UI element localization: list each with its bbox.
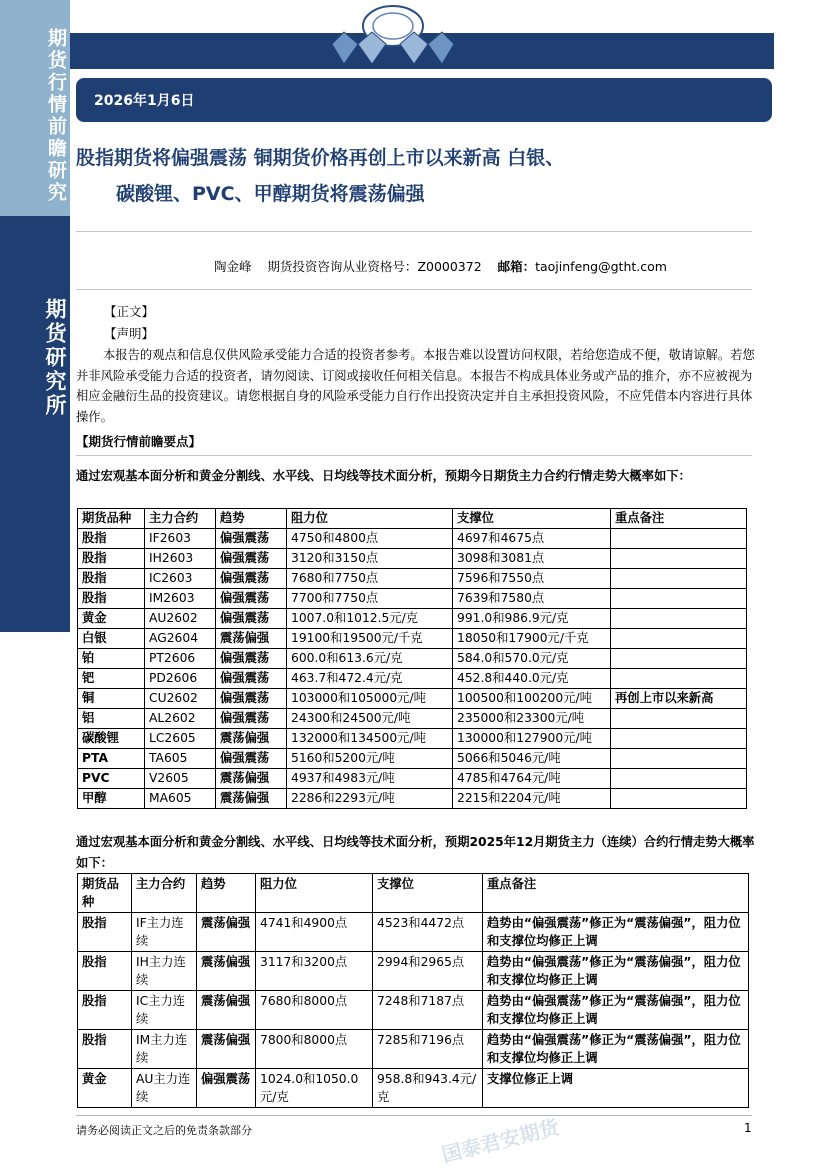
sidebar-top-text: 期货行情前瞻研究 <box>45 28 67 204</box>
table-cell: 7800和8000点 <box>256 1030 373 1069</box>
sidebar-bottom-text: 期货研究所 <box>43 298 67 418</box>
table-cell: IC主力连续 <box>132 991 197 1030</box>
table-header: 重点备注 <box>611 509 747 529</box>
table-cell <box>611 589 747 609</box>
table-cell: 震荡偏强 <box>197 1030 256 1069</box>
table-row <box>78 529 747 549</box>
table-row <box>78 729 747 749</box>
table-header: 支撑位 <box>453 509 611 529</box>
table-cell: 偏强震荡 <box>216 609 287 629</box>
table-cell: 趋势由“偏强震荡”修正为“震荡偏强”，阻力位和支撑位均修正上调 <box>483 1030 749 1069</box>
table-cell: IM主力连续 <box>132 1030 197 1069</box>
daily-forecast-table <box>77 508 747 809</box>
table-header: 阻力位 <box>256 874 373 913</box>
table-cell: 支撑位修正上调 <box>483 1069 749 1108</box>
table-row <box>78 991 749 1030</box>
table-cell <box>611 529 747 549</box>
table-cell: 震荡偏强 <box>216 629 287 649</box>
table-row <box>78 952 749 991</box>
cert-label: 期货投资咨询从业资格号： <box>267 259 418 274</box>
table-cell: MA605 <box>145 789 216 809</box>
table-cell: 600.0和613.6元/克 <box>287 649 453 669</box>
table-row <box>78 549 747 569</box>
table-cell: 偏强震荡 <box>197 1069 256 1108</box>
table-cell: 震荡偏强 <box>216 729 287 749</box>
table-row <box>78 1030 749 1069</box>
footer-divider <box>76 1115 752 1116</box>
table-cell: LC2605 <box>145 729 216 749</box>
table-cell: 3120和3150点 <box>287 549 453 569</box>
table-cell: 股指 <box>78 913 132 952</box>
table-cell <box>611 729 747 749</box>
table-cell: 偏强震荡 <box>216 749 287 769</box>
statement-paragraph: 本报告的观点和信息仅供风险承受能力合适的投资者参考。本报告难以设置访问权限，若给您造成不便，敬请谅解。若您并非风险承受能力合适的投资者，请勿阅读、订阅或接收任何相关信息。本报告不构成具体业务或产品的推介，亦不应被视为相应金融衍生品的投资建议。请您根据自身的风险承受能力自行作出投资决定并自主承担投资风险，不应凭借本内容进行具体操作。 <box>76 348 755 424</box>
table-cell: 1007.0和1012.5元/克 <box>287 609 453 629</box>
table-cell: TA605 <box>145 749 216 769</box>
table-cell: 100500和100200元/吨 <box>453 689 611 709</box>
table-header: 主力合约 <box>145 509 216 529</box>
table-cell: 4523和4472点 <box>373 913 483 952</box>
table-header-row <box>78 874 749 913</box>
table-cell: AL2602 <box>145 709 216 729</box>
table-cell: 甲醇 <box>78 789 145 809</box>
table-cell: 偏强震荡 <box>216 529 287 549</box>
table-header-row <box>78 509 747 529</box>
table-cell: 股指 <box>78 991 132 1030</box>
table-cell: 震荡偏强 <box>216 789 287 809</box>
table-cell: 132000和134500元/吨 <box>287 729 453 749</box>
table-cell: 趋势由“偏强震荡”修正为“震荡偏强”，阻力位和支撑位均修正上调 <box>483 952 749 991</box>
table-row <box>78 749 747 769</box>
table-cell: PVC <box>78 769 145 789</box>
table-header: 阻力位 <box>287 509 453 529</box>
intro-daily: 通过宏观基本面分析和黄金分割线、水平线、日均线等技术面分析，预期今日期货主力合约行情走势大概率如下： <box>76 469 691 483</box>
table-cell: 2994和2965点 <box>373 952 483 991</box>
footer-disclaimer[interactable]: 请务必阅读正文之后的免责条款部分 <box>76 1124 252 1137</box>
tag-statement: 【声明】 <box>104 326 155 341</box>
table-cell: 103000和105000元/吨 <box>287 689 453 709</box>
table-header: 趋势 <box>197 874 256 913</box>
table-cell: 7248和7187点 <box>373 991 483 1030</box>
section-heading: 【期货行情前瞻要点】 <box>76 434 202 449</box>
table-cell: 18050和17900元/千克 <box>453 629 611 649</box>
table-cell: 4697和4675点 <box>453 529 611 549</box>
table-cell: 5160和5200元/吨 <box>287 749 453 769</box>
table-cell <box>611 749 747 769</box>
table-row <box>78 609 747 629</box>
title-line-1: 股指期货将偏强震荡 铜期货价格再创上市以来新高 白银、 <box>76 147 565 169</box>
table-cell: 趋势由“偏强震荡”修正为“震荡偏强”，阻力位和支撑位均修正上调 <box>483 913 749 952</box>
table-cell: IH主力连续 <box>132 952 197 991</box>
table-cell: 958.8和943.4元/克 <box>373 1069 483 1108</box>
table-row <box>78 649 747 669</box>
table-cell: 偏强震荡 <box>216 589 287 609</box>
table-cell <box>611 549 747 569</box>
table-cell: 130000和127900元/吨 <box>453 729 611 749</box>
table-cell: 再创上市以来新高 <box>611 689 747 709</box>
table-cell: PT2606 <box>145 649 216 669</box>
table-cell: 偏强震荡 <box>216 689 287 709</box>
table-cell: IF2603 <box>145 529 216 549</box>
table-cell <box>611 569 747 589</box>
table-cell: 震荡偏强 <box>216 769 287 789</box>
table-cell: 7680和8000点 <box>256 991 373 1030</box>
table-cell: 452.8和440.0元/克 <box>453 669 611 689</box>
table-header: 趋势 <box>216 509 287 529</box>
table-cell: 4937和4983元/吨 <box>287 769 453 789</box>
date-banner <box>76 78 772 122</box>
table-cell: 5066和5046元/吨 <box>453 749 611 769</box>
table-cell <box>611 769 747 789</box>
author-email[interactable]: taojinfeng@gtht.com <box>535 259 667 274</box>
table-cell: 4750和4800点 <box>287 529 453 549</box>
divider <box>76 289 752 290</box>
table-cell: 19100和19500元/千克 <box>287 629 453 649</box>
table-cell: 股指 <box>78 1030 132 1069</box>
table-cell: 7639和7580点 <box>453 589 611 609</box>
table-header: 重点备注 <box>483 874 749 913</box>
table-cell: 4741和4900点 <box>256 913 373 952</box>
report-date: 2026年1月6日 <box>94 93 195 109</box>
table-cell <box>611 629 747 649</box>
table-cell: AG2604 <box>145 629 216 649</box>
table-cell: 股指 <box>78 529 145 549</box>
table-row <box>78 689 747 709</box>
monthly-forecast-table <box>77 873 749 1108</box>
table-header: 支撑位 <box>373 874 483 913</box>
tag-main: 【正文】 <box>104 304 155 319</box>
divider <box>76 455 752 456</box>
table-cell: 991.0和986.9元/克 <box>453 609 611 629</box>
cert-number: Z0000372 <box>417 259 482 274</box>
page-number: 1 <box>744 1121 752 1135</box>
table-row <box>78 709 747 729</box>
table-cell: 黄金 <box>78 609 145 629</box>
table-cell: 碳酸锂 <box>78 729 145 749</box>
table-row <box>78 589 747 609</box>
table-cell: 黄金 <box>78 1069 132 1108</box>
table-cell: 7596和7550点 <box>453 569 611 589</box>
table-cell: 7285和7196点 <box>373 1030 483 1069</box>
divider <box>76 231 752 232</box>
sidebar-bottom <box>0 216 70 632</box>
table-cell: 偏强震荡 <box>216 709 287 729</box>
table-cell: 铂 <box>78 649 145 669</box>
table-cell: 震荡偏强 <box>197 913 256 952</box>
table-cell: 235000和23300元/吨 <box>453 709 611 729</box>
table-row <box>78 913 749 952</box>
table-cell: 偏强震荡 <box>216 549 287 569</box>
table-cell: 钯 <box>78 669 145 689</box>
table-cell: 震荡偏强 <box>197 991 256 1030</box>
table-cell: 股指 <box>78 569 145 589</box>
table-cell: 趋势由“偏强震荡”修正为“震荡偏强”，阻力位和支撑位均修正上调 <box>483 991 749 1030</box>
table-row <box>78 569 747 589</box>
email-label: 邮箱： <box>497 259 536 274</box>
table-cell: 股指 <box>78 952 132 991</box>
table-cell: IC2603 <box>145 569 216 589</box>
table-row <box>78 769 747 789</box>
table-cell <box>611 649 747 669</box>
table-header: 主力合约 <box>132 874 197 913</box>
table-cell: 3117和3200点 <box>256 952 373 991</box>
table-cell: 1024.0和1050.0元/克 <box>256 1069 373 1108</box>
table-cell <box>611 669 747 689</box>
table-cell: 偏强震荡 <box>216 569 287 589</box>
table-cell: 震荡偏强 <box>197 952 256 991</box>
table-cell: V2605 <box>145 769 216 789</box>
table-cell: 7680和7750点 <box>287 569 453 589</box>
table-cell: CU2602 <box>145 689 216 709</box>
table-cell: 股指 <box>78 589 145 609</box>
sidebar-top <box>0 0 70 216</box>
table-cell: IF主力连续 <box>132 913 197 952</box>
table-cell: 3098和3081点 <box>453 549 611 569</box>
table-row <box>78 789 747 809</box>
diamond-logo-icon <box>322 4 464 68</box>
watermark: 国泰君安期货 <box>439 1114 562 1168</box>
table-cell <box>611 609 747 629</box>
table-cell: 2215和2204元/吨 <box>453 789 611 809</box>
table-row <box>78 1069 749 1108</box>
table-cell: IH2603 <box>145 549 216 569</box>
table-cell: 463.7和472.4元/克 <box>287 669 453 689</box>
table-cell <box>611 789 747 809</box>
page-title <box>76 140 766 212</box>
table-cell: 股指 <box>78 549 145 569</box>
table-cell: AU主力连续 <box>132 1069 197 1108</box>
author-line <box>214 257 667 275</box>
table-cell: 4785和4764元/吨 <box>453 769 611 789</box>
table-header: 期货品种 <box>78 509 145 529</box>
table-cell: 2286和2293元/吨 <box>287 789 453 809</box>
table-row <box>78 629 747 649</box>
intro-monthly: 通过宏观基本面分析和黄金分割线、水平线、日均线等技术面分析，预期2025年12月期货主力（连续）合约行情走势大概率如下： <box>76 835 755 870</box>
table-cell: PTA <box>78 749 145 769</box>
table-cell: AU2602 <box>145 609 216 629</box>
table-cell: 584.0和570.0元/克 <box>453 649 611 669</box>
table-header: 期货品种 <box>78 874 132 913</box>
author-name: 陶金峰 <box>214 259 252 274</box>
table-cell: 24300和24500元/吨 <box>287 709 453 729</box>
table-cell <box>611 709 747 729</box>
table-cell: 铜 <box>78 689 145 709</box>
table-cell: IM2603 <box>145 589 216 609</box>
table-cell: PD2606 <box>145 669 216 689</box>
title-line-2: 碳酸锂、PVC、甲醇期货将震荡偏强 <box>116 183 425 205</box>
table-cell: 7700和7750点 <box>287 589 453 609</box>
table-row <box>78 669 747 689</box>
table-cell: 铝 <box>78 709 145 729</box>
table-cell: 偏强震荡 <box>216 649 287 669</box>
table-cell: 偏强震荡 <box>216 669 287 689</box>
table-cell: 白银 <box>78 629 145 649</box>
